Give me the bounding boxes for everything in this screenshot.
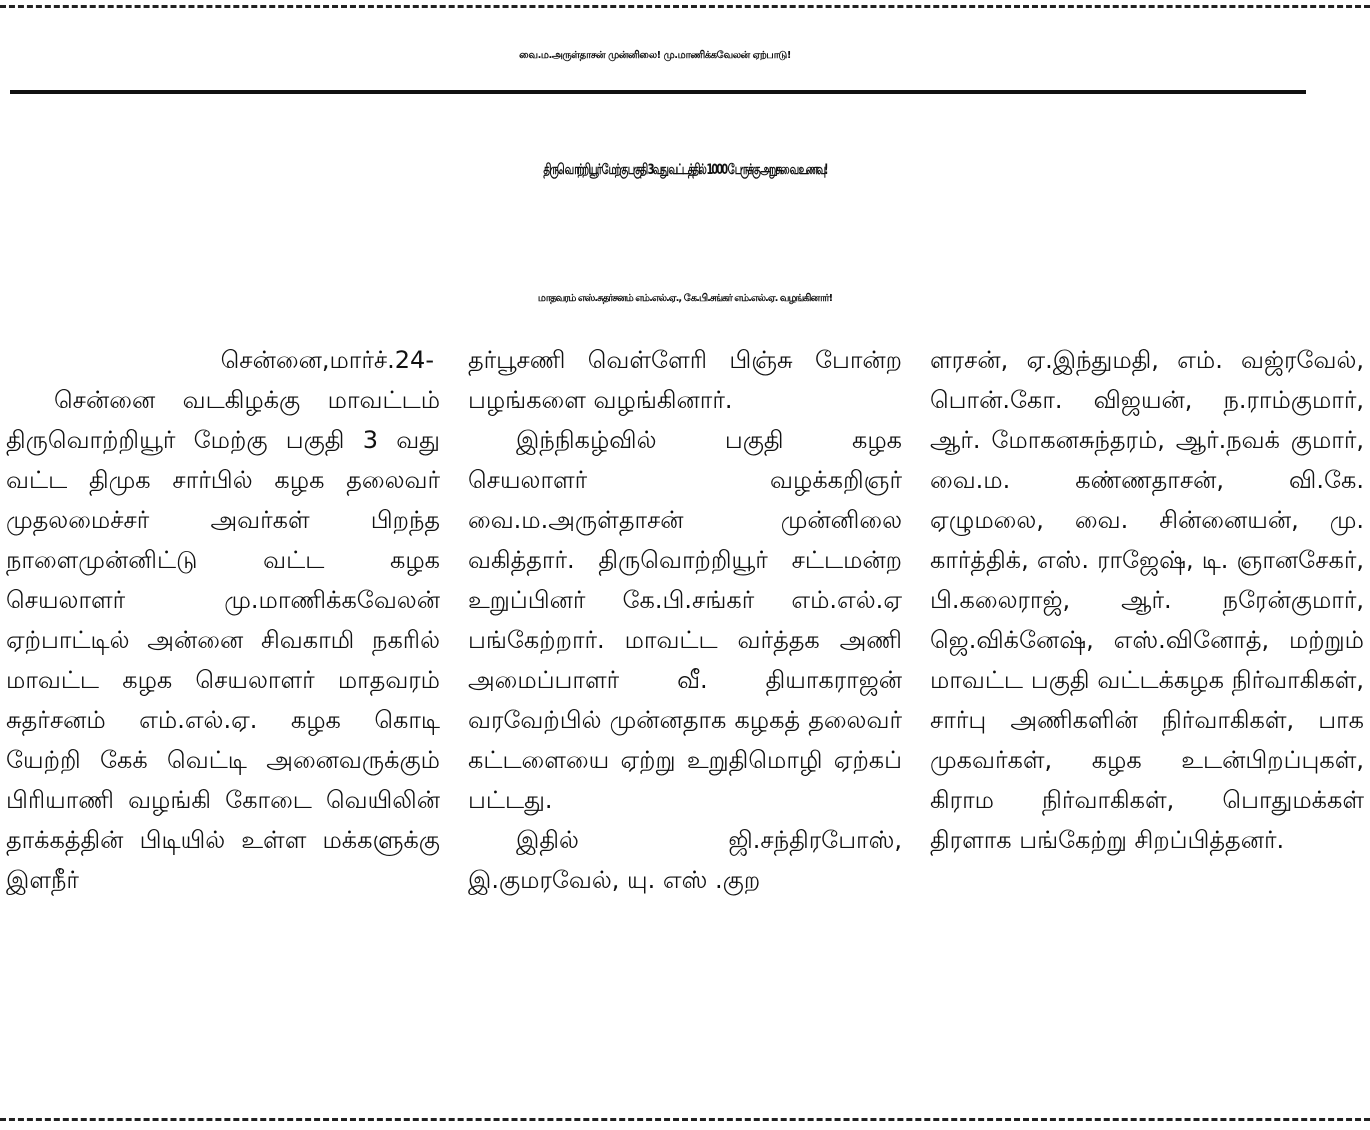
top-dashed-border [0,5,1370,8]
paragraph: தர்பூசணி வெள்ளேரி பிஞ்சு போன்ற பழங்களை வழங்கினார். [468,346,902,414]
article-column-3 [930,340,1364,1100]
dateline: சென்னை,மார்ச்.24- [220,346,434,374]
article-column-2 [468,340,902,1100]
article-body [6,340,1366,1100]
paragraph: ளரசன், ஏ.இந்துமதி, எம். வஜ்ரவேல், பொன்.கோ. விஜயன், ந.ராம்குமார், ஆர். மோகனசுந்தரம், ஆர்.நவக் குமார், வை.ம. கண்ணதாசன், வி.கே. ஏழுமலை, வை. சின்னையன், மு. கார்த்திக், எஸ். ராஜேஷ், டி. ஞானசேகர், பி.கலைராஜ், ஆர். நரேன்குமார், ஜெ.விக்னேஷ், எஸ்.வினோத், மற்றும் மாவட்ட பகுதி வட்டக்கழக நிர்வாகிகள், சார்பு அணிகளின் நிர்வாகிகள், பாக முகவர்கள், கழக உடன்பிறப்புகள், கிராம நிர்வாகிகள், பொதுமக்கள் திரளாக பங்கேற்று சிறப்பித்தனர். [930,346,1364,854]
subheadline: மாதவரம் எஸ்.சுதர்சனம் எம்.எல்.ஏ., கே.பி.சங்கர் எம்.எல்.ஏ. வழங்கினார்! [537,293,833,304]
paragraph: இந்நிகழ்வில் பகுதி கழக செயலாளர் வழக்கறிஞர் வை.ம.அருள்தாசன் முன்னிலை வகித்தார். திருவொற்றியூர் சட்டமன்ற உறுப்பினர் கே.பி.சங்கர் எம்.எல்.ஏ பங்கேற்றார். மாவட்ட வர்த்தக அணி அமைப்பாளர் வீ. தியாகராஜன் வரவேற்பில் முன்னதாக கழகத் தலைவர் கட்டளையை ஏற்று உறுதிமொழி ஏற்கப் பட்டது. [468,426,902,814]
paragraph: இதில் ஜி.சந்திரபோஸ், இ.குமரவேல், யு. எஸ் .குற [468,826,902,894]
article-column-1 [6,340,440,1100]
paragraph: சென்னை வடகிழக்கு மாவட்டம் திருவொற்றியூர் மேற்கு பகுதி 3 வது வட்ட திமுக சார்பில் கழக தலைவர் முதலமைச்சர் அவர்கள் பிறந்த நாளைமுன்னிட்டு வட்ட கழக செயலாளர் மு.மாணிக்கவேலன் ஏற்பாட்டில் அன்னை சிவகாமி நகரில் மாவட்ட கழக செயலாளர் மாதவரம் சுதர்சனம் எம்.எல்.ஏ. கழக கொடி யேற்றி கேக் வெட்டி அனைவருக்கும் பிரியாணி வழங்கி கோடை வெயிலின் தாக்கத்தின் பிடியில் உள்ள மக்களுக்கு இளநீர் [6,386,440,894]
headline: திருவொற்றியூர் மேற்கு பகுதி 3வது வட்டத்தில் 1000 பேருக்கு அறுசுவை உணவு! [543,162,827,179]
kicker-line: வை.ம.அருள்தாசன் முன்னிலை! மு.மாணிக்கவேலன் ஏற்பாடு! [519,50,791,61]
bottom-dashed-border [0,1118,1370,1121]
